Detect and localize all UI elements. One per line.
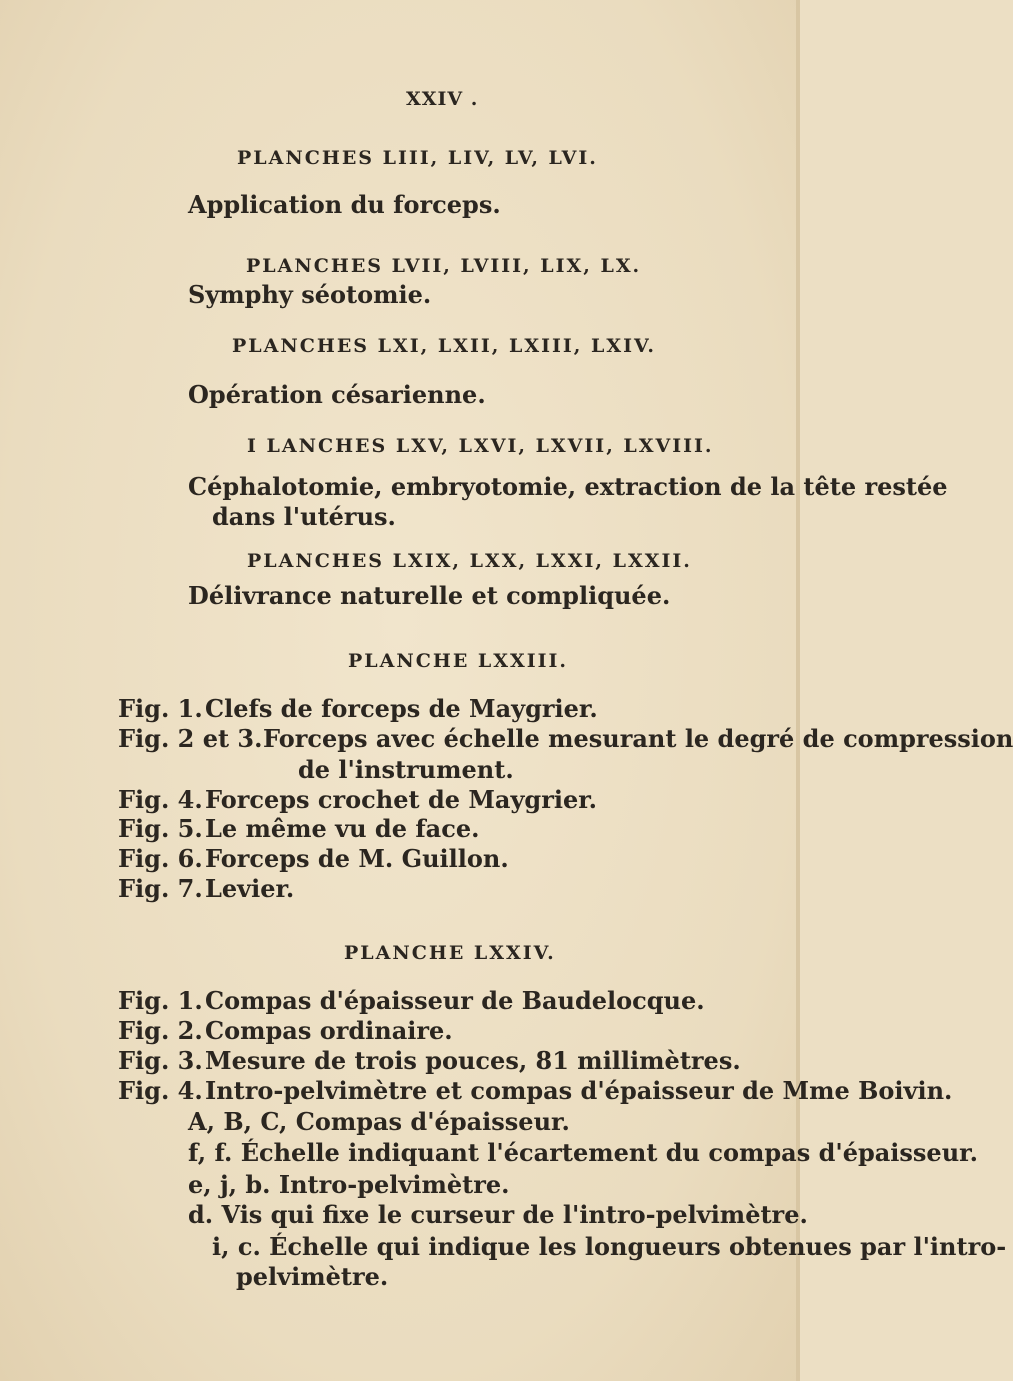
fig-text: Mesure de trois pouces, 81 millimètres. (205, 1046, 741, 1075)
page-edge (796, 0, 800, 1381)
fig-text: Forceps avec échelle mesurant le degré de compression (263, 724, 1013, 753)
fig-label: Fig. 1. (118, 986, 203, 1015)
fig-text: Forceps de M. Guillon. (205, 844, 509, 873)
fig-label: Fig. 4. (118, 1076, 203, 1105)
heading-planches-53-56: PLANCHES LIII, LIV, LV, LVI. (237, 147, 598, 169)
legend-line: f, f. Échelle indiquant l'écartement du compas d'épaisseur. (188, 1138, 978, 1167)
fig-text: Le même vu de face. (205, 814, 480, 843)
fig-label: Fig. 6. (118, 844, 203, 873)
fig-text-continued: de l'instrument. (298, 755, 514, 784)
fig-label: Fig. 5. (118, 814, 203, 843)
fig-text: Compas ordinaire. (205, 1016, 453, 1045)
fig-label: Fig. 3. (118, 1046, 203, 1075)
page-number: XXIV . (406, 88, 479, 110)
heading-planche-73: PLANCHE LXXIII. (348, 650, 569, 672)
fig-label: Fig. 7. (118, 874, 203, 903)
subtitle-cephalotomie-line2: dans l'utérus. (212, 502, 396, 531)
legend-line: d. Vis qui fixe le curseur de l'intro-pelvimètre. (188, 1200, 808, 1229)
subtitle-cephalotomie-line1: Céphalotomie, embryotomie, extraction de la tête restée (188, 472, 948, 501)
fig-label: Fig. 1. (118, 694, 203, 723)
subtitle-symphyseotomie: Symphy séotomie. (188, 280, 432, 309)
fig-text: Clefs de forceps de Maygrier. (205, 694, 598, 723)
legend-line: i, c. Échelle qui indique les longueurs obtenues par l'intro- (212, 1232, 1007, 1261)
heading-planches-65-68: I LANCHES LXV, LXVI, LXVII, LXVIII. (247, 435, 714, 457)
fig-text: Compas d'épaisseur de Baudelocque. (205, 986, 705, 1015)
fig-label: Fig. 4. (118, 785, 203, 814)
heading-planches-61-64: PLANCHES LXI, LXII, LXIII, LXIV. (232, 335, 656, 357)
legend-line: e, j, b. Intro-pelvimètre. (188, 1170, 510, 1199)
fig-text: Intro-pelvimètre et compas d'épaisseur de Mme Boivin. (205, 1076, 953, 1105)
subtitle-cesarienne: Opération césarienne. (188, 380, 486, 409)
heading-planches-57-60: PLANCHES LVII, LVIII, LIX, LX. (246, 255, 642, 277)
heading-planche-74: PLANCHE LXXIV. (344, 942, 556, 964)
subtitle-delivrance: Délivrance naturelle et compliquée. (188, 581, 671, 610)
fig-text: Levier. (205, 874, 295, 903)
subtitle-forceps: Application du forceps. (188, 190, 501, 219)
legend-line: A, B, C, Compas d'épaisseur. (188, 1107, 570, 1136)
fig-label: Fig. 2. (118, 1016, 203, 1045)
legend-line: pelvimètre. (236, 1262, 389, 1291)
fig-label: Fig. 2 et 3. (118, 724, 263, 753)
fig-text: Forceps crochet de Maygrier. (205, 785, 598, 814)
heading-planches-69-72: PLANCHES LXIX, LXX, LXXI, LXXII. (247, 550, 692, 572)
